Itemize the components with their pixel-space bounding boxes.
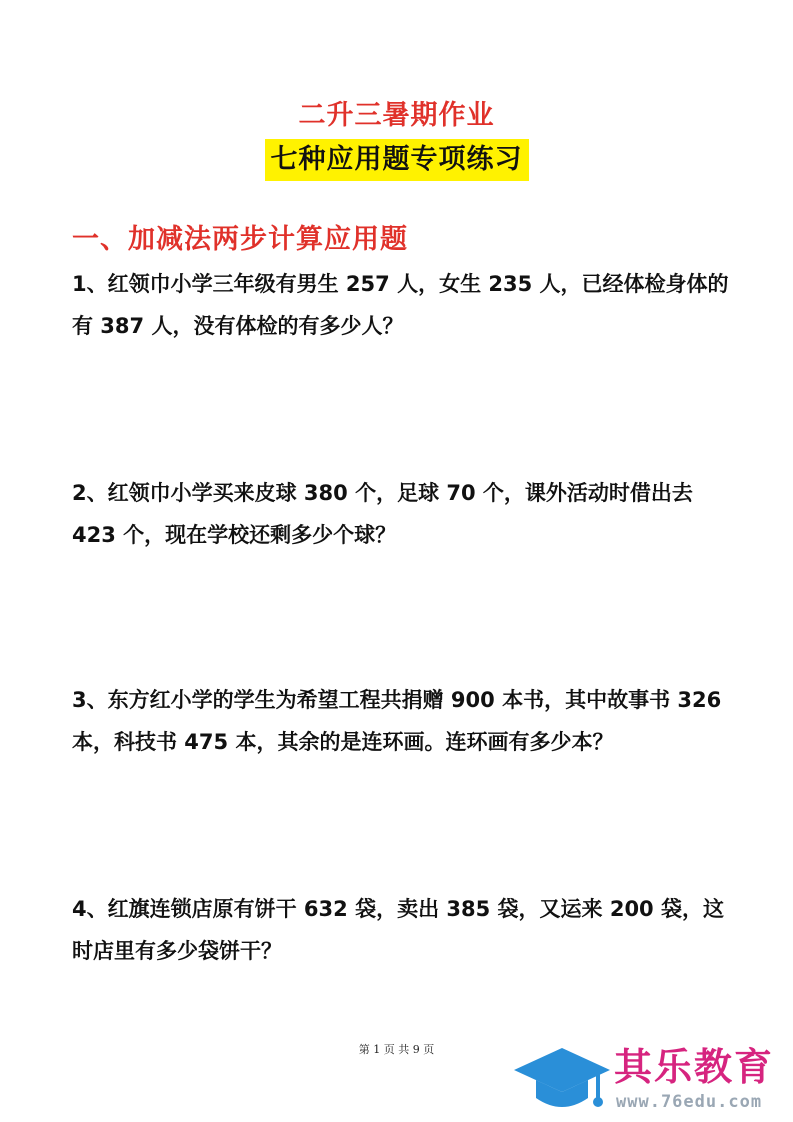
brand-name: 其乐教育: [614, 1045, 775, 1089]
document-subtitle: 七种应用题专项练习: [265, 139, 529, 181]
page-footer: 第 1 页 共 9 页: [358, 1043, 435, 1056]
brand-url: www.76edu.com: [616, 1092, 763, 1112]
section-heading: 一、加减法两步计算应用题: [72, 224, 408, 255]
document-title: 二升三暑期作业: [298, 100, 495, 131]
question-4: 4、红旗连锁店原有饼干 632 袋，卖出 385 袋，又运来 200 袋，这时店里有多少袋饼干？: [72, 897, 724, 963]
question-3: 3、东方红小学的学生为希望工程共捐赠 900 本书，其中故事书 326 本，科技书 475 本，其余的是连环画。连环画有多少本？: [72, 688, 722, 754]
question-2: 2、红领巾小学买来皮球 380 个，足球 70 个，课外活动时借出去 423 个，现在学校还剩多少个球？: [72, 481, 693, 547]
graduation-cap-icon: [512, 1042, 612, 1118]
question-1: 1、红领巾小学三年级有男生 257 人，女生 235 人，已经体检身体的有 387 人，没有体检的有多少人？: [72, 272, 729, 338]
brand-logo: [512, 1042, 788, 1118]
subtitle-wrapper: [0, 139, 793, 181]
